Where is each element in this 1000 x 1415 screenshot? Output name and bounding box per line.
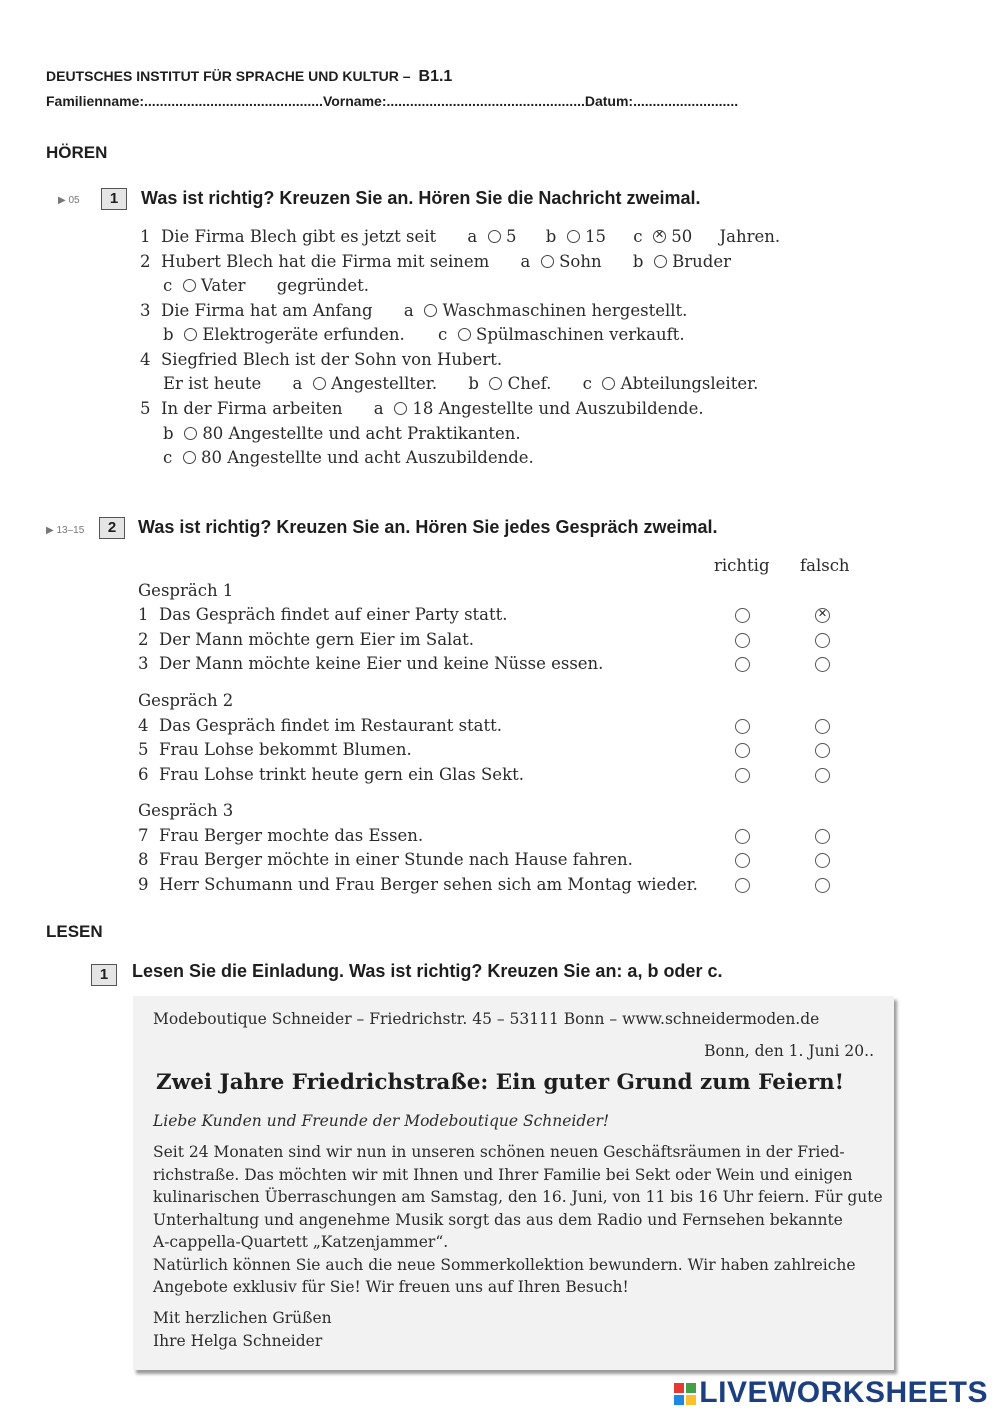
q4-option-b-radio[interactable] [489, 377, 502, 390]
statement-8 [138, 850, 633, 869]
letter-body-line: Angebote exklusiv für Sie! Wir freuen uns auf Ihren Besuch! [153, 1278, 629, 1296]
statement-text: Frau Berger mochte das Essen. [159, 826, 424, 845]
statement-number: 4 [138, 716, 149, 735]
letter-signature: Ihre Helga Schneider [153, 1332, 323, 1350]
statement-9 [138, 875, 698, 894]
letter-body-line: kulinarischen Überraschungen am Samstag, den 16. Juni, von 11 bis 16 Uhr feiern. Für gute [153, 1188, 883, 1206]
question-1: 1 Die Firma Blech gibt es jetzt seit a 5 b 15 c ✕ 50 Jahren. [140, 227, 780, 246]
task-instruction: Was ist richtig? Kreuzen Sie an. Hören Sie jedes Gespräch zweimal. [138, 517, 718, 537]
statement-text: Frau Lohse bekommt Blumen. [159, 740, 412, 759]
statement-1-richtig-radio[interactable] [735, 608, 750, 623]
statement-7-falsch-radio[interactable] [815, 829, 830, 844]
q1-option-c-radio[interactable] [653, 230, 666, 243]
letter-body-line: richstraße. Das möchten wir mit Ihnen und Ihrer Familie bei Sekt oder Wein und einigen [153, 1165, 853, 1184]
statement-text: Das Gespräch findet im Restaurant statt. [159, 716, 503, 735]
q2-option-c-radio[interactable] [183, 279, 196, 292]
letter-address: Modeboutique Schneider – Friedrichstr. 45 – 53111 Bonn – www.schneidermoden.de [153, 1010, 820, 1028]
audio-track-label: ▶ 13–15 [46, 525, 85, 536]
question-3-cont: b Elektrogeräte erfunden. c Spülmaschinen verkauft. [163, 325, 685, 344]
statement-6-richtig-radio[interactable] [735, 768, 750, 783]
letter-date: Bonn, den 1. Juni 20.. [704, 1042, 874, 1060]
q5-option-a-radio[interactable] [394, 402, 407, 415]
section-lesen-title: LESEN [46, 922, 103, 941]
q4-option-c-radio[interactable] [602, 377, 615, 390]
statement-7-richtig-radio[interactable] [735, 829, 750, 844]
statement-text: Das Gespräch findet auf einer Party statt. [159, 605, 508, 624]
question-4: 4 Siegfried Blech ist der Sohn von Hubert. [140, 350, 503, 369]
statement-number: 3 [138, 654, 149, 673]
letter-body-line: Seit 24 Monaten sind wir nun in unseren schönen neuen Geschäftsräumen in der Fried- [153, 1143, 845, 1161]
institute-name: DEUTSCHES INSTITUT FÜR SPRACHE UND KULTUR – [46, 68, 411, 84]
q2-option-b-radio[interactable] [654, 255, 667, 268]
level-label: B1.1 [418, 68, 453, 85]
invitation-letter [133, 996, 894, 1370]
statement-8-richtig-radio[interactable] [735, 853, 750, 868]
statement-7 [138, 826, 423, 845]
letter-salutation: Liebe Kunden und Freunde der Modeboutique Schneider! [153, 1112, 610, 1130]
letter-body [153, 1141, 883, 1299]
statement-number: 8 [138, 850, 149, 869]
statement-number: 7 [138, 826, 149, 845]
statement-2 [138, 630, 474, 649]
q1-option-a-radio[interactable] [488, 230, 501, 243]
letter-headline: Zwei Jahre Friedrichstraße: Ein guter Grund zum Feiern! [156, 1070, 845, 1095]
letter-closing: Mit herzlichen Grüßen [153, 1309, 332, 1327]
statement-2-richtig-radio[interactable] [735, 633, 750, 648]
statement-5-richtig-radio[interactable] [735, 743, 750, 758]
letter-body-line: A-cappella-Quartett „Katzenjammer“. [153, 1233, 449, 1251]
question-2-cont: c Vater gegründet. [163, 276, 370, 295]
statement-3-falsch-radio[interactable] [815, 657, 830, 672]
letter-body-line: Natürlich können Sie auch die neue Sommerkollektion bewundern. Wir haben zahlreiche [153, 1255, 856, 1274]
statement-number: 9 [138, 875, 149, 894]
statement-4 [138, 716, 502, 735]
q1-option-b-radio[interactable] [567, 230, 580, 243]
task-number-box: 2 [99, 517, 125, 539]
q2-option-a-radio[interactable] [541, 255, 554, 268]
statement-number: 1 [138, 605, 149, 624]
statement-text: Frau Berger möchte in einer Stunde nach Hause fahren. [159, 850, 633, 869]
question-3: 3 Die Firma hat am Anfang a Waschmaschinen hergestellt. [140, 301, 688, 320]
section-hoeren-title: HÖREN [46, 143, 108, 162]
task-instruction: Was ist richtig? Kreuzen Sie an. Hören Sie die Nachricht zweimal. [141, 188, 701, 208]
question-2: 2 Hubert Blech hat die Firma mit seinem a Sohn b Bruder [140, 252, 732, 271]
q3-option-b-radio[interactable] [184, 328, 197, 341]
statement-text: Der Mann möchte gern Eier im Salat. [159, 630, 475, 649]
statement-number: 2 [138, 630, 149, 649]
statement-9-richtig-radio[interactable] [735, 878, 750, 893]
question-5-option-b: b 80 Angestellte und acht Praktikanten. [163, 424, 521, 443]
q5-option-b-radio[interactable] [184, 427, 197, 440]
statement-6-falsch-radio[interactable] [815, 768, 830, 783]
statement-4-richtig-radio[interactable] [735, 719, 750, 734]
q3-option-a-radio[interactable] [424, 304, 437, 317]
question-5: 5 In der Firma arbeiten a 18 Angestellte und Auszubildende. [140, 399, 704, 418]
q3-option-c-radio[interactable] [458, 328, 471, 341]
group-heading-3: Gespräch 3 [138, 801, 234, 820]
statement-number: 6 [138, 765, 149, 784]
q4-option-a-radio[interactable] [313, 377, 326, 390]
statement-number: 5 [138, 740, 149, 759]
statement-3 [138, 654, 603, 673]
task-number-box: 1 [91, 964, 117, 986]
name-date-fields[interactable]: Familienname:..............................................Vorname:...................................................Datum:........................... [46, 93, 739, 109]
liveworksheets-watermark: LIVEWORKSHEETS [674, 1376, 988, 1410]
task-instruction: Lesen Sie die Einladung. Was ist richtig? Kreuzen Sie an: a, b oder c. [132, 961, 723, 981]
statement-text: Frau Lohse trinkt heute gern ein Glas Sekt. [159, 765, 524, 784]
statement-4-falsch-radio[interactable] [815, 719, 830, 734]
institute-header [46, 68, 452, 86]
liveworksheets-logo-icon [674, 1383, 696, 1405]
statement-8-falsch-radio[interactable] [815, 853, 830, 868]
statement-1-falsch-radio[interactable] [815, 608, 830, 623]
statement-1 [138, 605, 508, 624]
statement-6 [138, 765, 524, 784]
statement-text: Der Mann möchte keine Eier und keine Nüsse essen. [159, 654, 604, 673]
letter-body-line: Unterhaltung und angenehme Musik sorgt das aus dem Radio und Fernsehen bekannte [153, 1210, 843, 1229]
q5-option-c-radio[interactable] [183, 451, 196, 464]
statement-5 [138, 740, 412, 759]
question-5-option-c: c 80 Angestellte und acht Auszubildende. [163, 448, 534, 467]
statement-5-falsch-radio[interactable] [815, 743, 830, 758]
group-heading-1: Gespräch 1 [138, 581, 234, 600]
audio-track-label: ▶ 05 [58, 195, 80, 206]
statement-text: Herr Schumann und Frau Berger sehen sich am Montag wieder. [159, 875, 698, 894]
column-falsch-header: falsch [800, 556, 850, 575]
statement-3-richtig-radio[interactable] [735, 657, 750, 672]
group-heading-2: Gespräch 2 [138, 691, 234, 710]
column-richtig-header: richtig [714, 556, 770, 575]
statement-9-falsch-radio[interactable] [815, 878, 830, 893]
question-4-cont: Er ist heute a Angestellter. b Chef. c Abteilungsleiter. [163, 374, 759, 393]
statement-2-falsch-radio[interactable] [815, 633, 830, 648]
task-number-box: 1 [101, 188, 127, 210]
